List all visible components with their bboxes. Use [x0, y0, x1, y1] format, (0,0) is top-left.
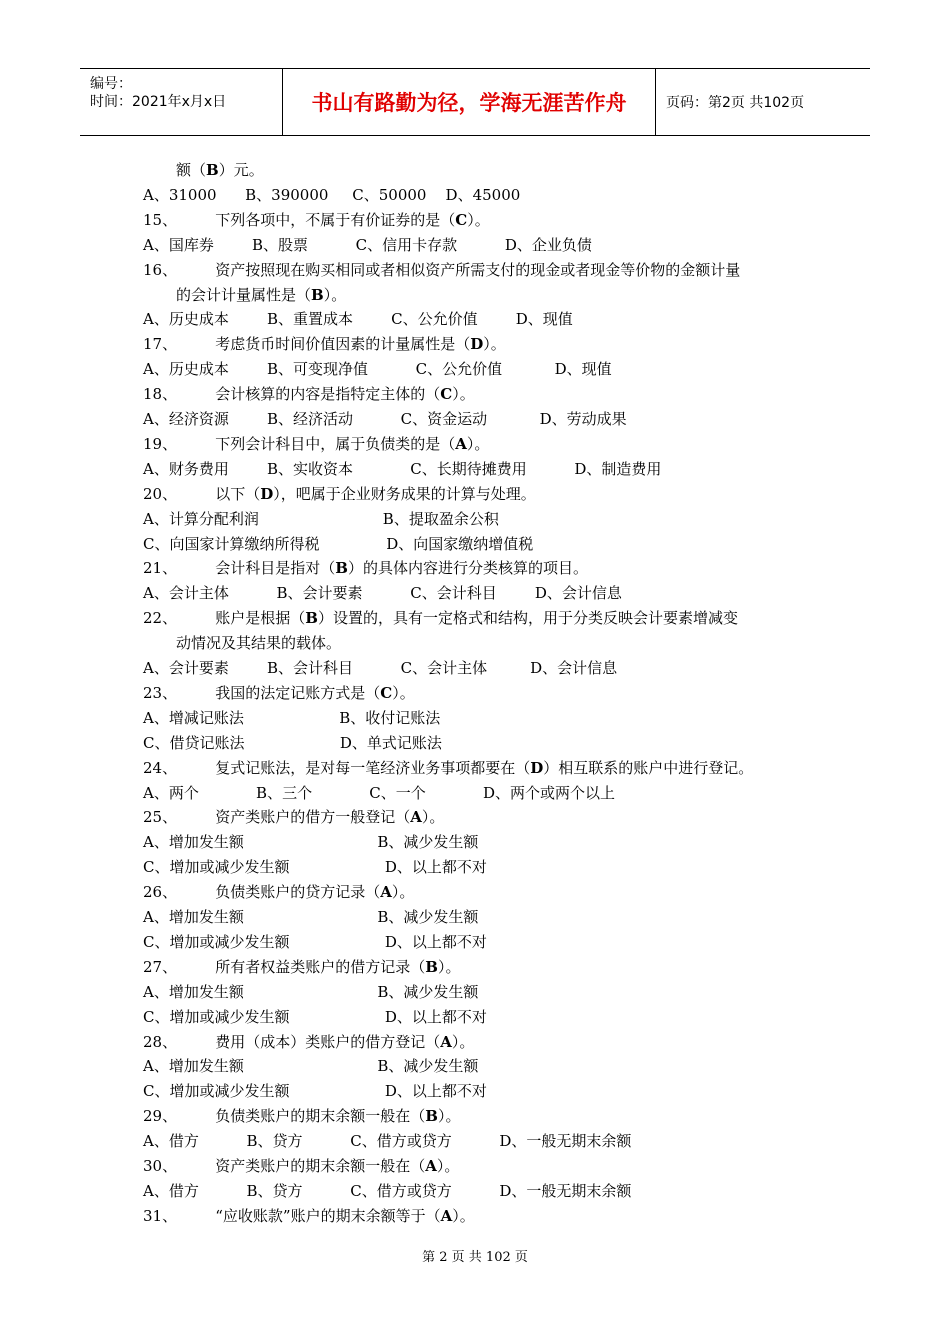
- text-line: A、两个 B、三个 C、一个 D、两个或两个以上: [143, 784, 616, 802]
- text-line: 30、 资产类账户的期末余额一般在（A）。: [143, 1157, 460, 1175]
- text-line: 17、 考虑货币时间价值因素的计量属性是（D）。: [143, 335, 506, 353]
- text-line: 29、 负债类账户的期末余额一般在（B）。: [143, 1107, 461, 1125]
- text-line: 额（B）元。: [176, 161, 264, 179]
- text-line: A、经济资源 B、经济活动 C、资金运动 D、劳动成果: [143, 410, 627, 428]
- text-line: 20、 以下（D），吧属于企业财务成果的计算与处理。: [143, 485, 536, 503]
- text-line: A、计算分配利润 B、提取盈余公积: [143, 510, 499, 528]
- document-number-label: 编号：: [90, 76, 132, 92]
- text-line: A、31000 B、390000 C、50000 D、45000: [143, 186, 521, 204]
- text-line: A、借方 B、贷方 C、借方或贷方 D、一般无期末余额: [143, 1182, 632, 1200]
- header-motto: 书山有路勤为径，学海无涯苦作舟: [311, 91, 627, 115]
- text-line: C、增加或减少发生额 D、以上都不对: [143, 858, 487, 876]
- page-footer: 第 2 页 共 102 页: [422, 1250, 528, 1265]
- text-line: A、增加发生额 B、减少发生额: [143, 833, 479, 851]
- text-line: A、增减记账法 B、收付记账法: [143, 709, 441, 727]
- text-line: 23、 我国的法定记账方式是（C）。: [143, 684, 415, 702]
- text-line: 24、 复式记账法，是对每一笔经济业务事项都要在（D）相互联系的账户中进行登记。: [143, 759, 754, 777]
- text-line: C、增加或减少发生额 D、以上都不对: [143, 933, 487, 951]
- text-line: 25、 资产类账户的借方一般登记（A）。: [143, 808, 445, 826]
- text-line: A、增加发生额 B、减少发生额: [143, 983, 479, 1001]
- text-line: 28、 费用（成本）类账户的借方登记（A）。: [143, 1033, 475, 1051]
- text-line: C、向国家计算缴纳所得税 D、向国家缴纳增值税: [143, 535, 534, 553]
- text-line: C、借贷记账法 D、单式记账法: [143, 734, 442, 752]
- text-line: 21、 会计科目是指对（B）的具体内容进行分类核算的项目。: [143, 559, 588, 577]
- text-line: A、历史成本 B、重置成本 C、公允价值 D、现值: [143, 310, 573, 328]
- text-line: 31、 “应收账款”账户的期末余额等于（A）。: [143, 1207, 475, 1225]
- text-line: A、会计主体 B、会计要素 C、会计科目 D、会计信息: [143, 584, 622, 602]
- header-page-info: 页码：第2页 共102页: [666, 95, 805, 111]
- text-line: A、历史成本 B、可变现净值 C、公允价值 D、现值: [143, 360, 612, 378]
- text-line: A、财务费用 B、实收资本 C、长期待摊费用 D、制造费用: [143, 460, 662, 478]
- text-line: 22、 账户是根据（B）设置的，具有一定格式和结构，用于分类反映会计要素增减变: [143, 609, 738, 627]
- text-line: 19、 下列会计科目中，属于负债类的是（A）。: [143, 435, 490, 453]
- text-line: 的会计计量属性是（B）。: [176, 286, 347, 304]
- text-line: 16、 资产按照现在购买相同或者相似资产所需支付的现金或者现金等价物的金额计量: [143, 261, 741, 279]
- text-line: C、增加或减少发生额 D、以上都不对: [143, 1008, 487, 1026]
- text-line: C、增加或减少发生额 D、以上都不对: [143, 1082, 487, 1100]
- text-line: A、增加发生额 B、减少发生额: [143, 1057, 479, 1075]
- text-line: 27、 所有者权益类账户的借方记录（B）。: [143, 958, 461, 976]
- text-line: 26、 负债类账户的贷方记录（A）。: [143, 883, 415, 901]
- text-line: 18、 会计核算的内容是指特定主体的（C）。: [143, 385, 475, 403]
- text-line: A、增加发生额 B、减少发生额: [143, 908, 479, 926]
- text-line: A、国库券 B、股票 C、信用卡存款 D、企业负债: [143, 236, 592, 254]
- text-line: 动情况及其结果的载体。: [176, 634, 342, 652]
- text-line: 15、 下列各项中，不属于有价证券的是（C）。: [143, 211, 490, 229]
- text-line: A、借方 B、贷方 C、借方或贷方 D、一般无期末余额: [143, 1132, 632, 1150]
- document-date: 时间：2021年x月x日: [90, 94, 227, 110]
- text-line: A、会计要素 B、会计科目 C、会计主体 D、会计信息: [143, 659, 618, 677]
